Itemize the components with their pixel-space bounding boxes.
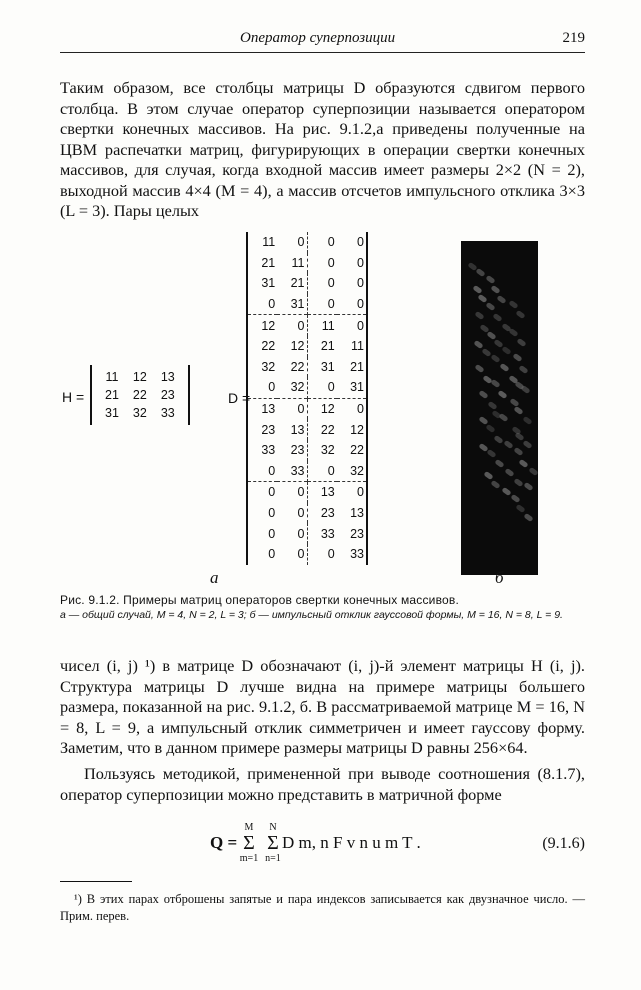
image-speckle (528, 467, 538, 476)
image-speckle (524, 482, 534, 491)
d-matrix-cell: 13 (248, 398, 277, 419)
d-matrix-cell: 0 (268, 297, 276, 312)
d-matrix-row (248, 294, 366, 315)
body-paragraph-3: Пользуясь методикой, примененной при выводе соотношения (8.1.7), оператор суперпозиции можно представить в матричной форме (60, 764, 585, 804)
equation-body: D m, n F v n u m T . (282, 833, 421, 852)
d-matrix-cell: 0 (327, 463, 335, 478)
image-speckle (475, 364, 485, 373)
d-matrix-label: D = (228, 390, 251, 406)
sum-over-n (262, 822, 284, 864)
sigma-symbol: Σ (243, 832, 255, 854)
d-matrix-cell: 0 (327, 297, 335, 312)
d-matrix-cell: 0 (277, 315, 307, 336)
d-matrix-cell: 0 (357, 255, 364, 270)
sum-over-m (238, 822, 260, 864)
d-matrix-row (248, 482, 366, 503)
d-matrix-cell: 0 (327, 255, 335, 270)
d-matrix-cell: 31 (350, 380, 364, 395)
image-speckle (510, 398, 520, 407)
d-matrix-cell: 0 (268, 506, 276, 521)
impulse-response-image (461, 241, 538, 575)
d-matrix-row (248, 232, 366, 253)
page-number: 219 (562, 30, 585, 46)
d-matrix-cell: 12 (350, 422, 364, 437)
sum-m-lower: m=1 (239, 853, 259, 864)
h-matrix-row (98, 368, 182, 386)
d-matrix-row (248, 398, 366, 419)
image-speckle (515, 310, 525, 319)
image-speckle (501, 346, 511, 355)
d-matrix-cell: 33 (261, 443, 276, 458)
image-speckle (497, 390, 507, 399)
image-speckle (486, 275, 496, 284)
d-matrix-cell: 0 (268, 380, 276, 395)
d-matrix-row (248, 440, 366, 461)
image-speckle (518, 365, 528, 374)
image-speckle (524, 513, 534, 522)
d-matrix-cell: 0 (277, 503, 307, 524)
image-speckle (497, 295, 507, 304)
d-matrix-row (248, 253, 366, 274)
image-speckle (483, 471, 493, 480)
running-header (60, 28, 585, 53)
body-paragraph-2: чисел (i, j) ¹) в матрице D обозначают (i, j)-й элемент матрицы H (i, j). Структура матрицы D лучше видна на примере матрицы большего размера, показанной на рис. 9.1.2, б. В рассматриваемой матрице M = 16, N = 8, L = 9, а импульсный отклик симметричен и имеет гауссову форму. Заметим, что в данном примере размеры матрицы D равны 256×64. (60, 656, 585, 757)
d-matrix-cell: 23 (261, 422, 276, 437)
image-speckle (491, 480, 501, 489)
h-matrix-cell: 22 (132, 388, 147, 402)
d-matrix-cell: 21 (277, 273, 307, 294)
image-speckle (485, 302, 495, 311)
footnote: ¹) В этих парах отброшены запятые и пара индексов записывается как двузначное число. — Прим. перев. (60, 892, 585, 923)
d-matrix-cell: 33 (350, 547, 364, 562)
h-matrix-cell: 31 (105, 406, 119, 420)
d-matrix-cell: 0 (337, 482, 366, 503)
d-matrix-row (248, 273, 366, 294)
image-speckle (487, 449, 497, 458)
body-paragraph-1: Таким образом, все столбцы матрицы D образуются сдвигом первого столбца. В этом случае оператор суперпозиции называется оператором свертки конечных массивов. На рис. 9.1.2,а приведены полученные на ЦВМ распечатки матриц, фигурирующих в операции свертки конечных массивов, для случая, когда входной массив имеет размеры 2×2 (N = 2), выходной массив 4×4 (M = 4), а массив отсчетов импульсного отклика 3×3 (L = 3). Пары целых (60, 78, 585, 220)
sum-m-upper: M (244, 822, 254, 833)
image-speckle (475, 268, 485, 277)
image-speckle (499, 362, 509, 371)
equation-number: (9.1.6) (542, 835, 585, 852)
image-speckle (490, 285, 500, 294)
image-speckle (513, 447, 523, 456)
image-speckle (523, 440, 533, 449)
d-matrix-cell: 0 (357, 297, 364, 312)
image-speckle (522, 416, 532, 425)
h-matrix-cell: 21 (105, 388, 119, 402)
image-speckle (491, 379, 501, 388)
footnote-rule (60, 881, 132, 882)
sigma-symbol: Σ (267, 832, 279, 854)
d-matrix-cell: 0 (268, 547, 276, 562)
image-speckle (479, 390, 489, 399)
d-matrix-cell: 13 (307, 482, 337, 503)
d-matrix-row (248, 315, 366, 336)
image-speckle (499, 413, 509, 422)
subfigure-label-b: б (495, 568, 504, 587)
d-matrix-cell: 32 (277, 377, 307, 398)
d-matrix-cell: 0 (327, 547, 335, 562)
d-matrix-cell: 22 (320, 422, 335, 437)
h-matrix-row (98, 404, 182, 422)
image-speckle (474, 311, 484, 320)
d-matrix-row (248, 419, 366, 440)
image-speckle (513, 406, 523, 415)
d-matrix-row (248, 377, 366, 398)
d-matrix-cell: 21 (261, 255, 276, 270)
d-matrix-cell: 0 (327, 235, 335, 250)
figure-9-1-2 (60, 225, 585, 575)
d-matrix-cell: 0 (327, 276, 335, 291)
image-speckle (515, 432, 525, 441)
d-matrix-cell: 32 (350, 463, 364, 478)
h-matrix-cell: 33 (160, 406, 175, 420)
d-matrix-cell: 33 (320, 526, 335, 541)
caption-title: Рис. 9.1.2. Примеры матриц операторов свертки конечных массивов. (60, 593, 460, 607)
image-speckle (473, 340, 483, 349)
d-matrix-row (248, 503, 366, 524)
image-speckle (520, 385, 530, 394)
d-matrix-cell: 32 (261, 359, 276, 374)
image-speckle (508, 300, 518, 309)
d-matrix-cell: 13 (277, 419, 307, 440)
d-matrix-cell: 0 (337, 315, 366, 336)
image-speckle (503, 440, 513, 449)
d-matrix-cell: 0 (248, 482, 277, 503)
h-matrix-row (98, 386, 182, 404)
image-speckle (488, 401, 498, 410)
image-speckle (481, 348, 491, 357)
d-matrix-row (248, 544, 366, 565)
running-title: Оператор суперпозиции (240, 30, 396, 46)
image-speckle (514, 478, 524, 487)
d-matrix-cell: 31 (261, 276, 276, 291)
d-matrix-cell: 12 (248, 315, 277, 336)
d-matrix-cell: 0 (327, 380, 335, 395)
image-speckle (477, 294, 487, 303)
h-matrix-table (98, 368, 182, 422)
image-speckle (493, 339, 503, 348)
h-matrix-cell: 23 (160, 388, 175, 402)
d-matrix-cell: 22 (261, 339, 276, 354)
d-matrix-cell: 13 (350, 506, 364, 521)
d-matrix-cell: 23 (320, 506, 335, 521)
d-matrix-row (248, 336, 366, 357)
equation-9-1-6 (210, 820, 585, 870)
d-matrix-cell: 12 (277, 336, 307, 357)
d-matrix-cell: 22 (350, 443, 364, 458)
image-speckle (508, 328, 518, 337)
h-matrix-cell: 13 (160, 370, 175, 384)
image-speckle (493, 435, 503, 444)
d-matrix-cell: 31 (320, 359, 335, 374)
image-speckle (492, 313, 502, 322)
d-matrix-cell: 0 (277, 398, 307, 419)
d-matrix-cell: 0 (268, 526, 276, 541)
figure-caption (60, 593, 585, 622)
d-matrix-cell: 21 (350, 359, 364, 374)
image-speckle (487, 330, 497, 339)
image-speckle (505, 467, 515, 476)
d-matrix-row (248, 523, 366, 544)
h-matrix-cell: 32 (132, 406, 147, 420)
d-matrix (246, 232, 368, 565)
d-matrix-row (248, 357, 366, 378)
sum-n-upper: N (269, 822, 277, 833)
d-matrix-cell: 32 (320, 443, 335, 458)
h-matrix-label: H = (62, 389, 85, 405)
d-matrix-cell: 31 (277, 294, 307, 315)
d-matrix-cell: 21 (320, 339, 335, 354)
equation-lhs: Q = (210, 833, 238, 852)
d-matrix-cell: 0 (268, 463, 276, 478)
d-matrix-cell: 0 (277, 544, 307, 565)
h-matrix-cell: 12 (132, 370, 147, 384)
d-matrix-cell: 0 (277, 232, 307, 253)
d-matrix-cell: 22 (277, 357, 307, 378)
image-speckle (510, 494, 520, 503)
image-speckle (472, 285, 482, 294)
image-speckle (491, 354, 501, 363)
d-matrix-cell: 33 (277, 461, 307, 482)
image-speckle (495, 459, 505, 468)
image-speckle (501, 487, 511, 496)
d-matrix-cell: 0 (277, 482, 307, 503)
image-speckle (516, 337, 526, 346)
d-matrix-cell: 12 (307, 398, 337, 419)
subfigure-label-a: а (210, 568, 219, 587)
image-speckle (515, 504, 525, 513)
d-matrix-cell: 11 (307, 315, 337, 336)
d-matrix-cell: 11 (277, 253, 307, 274)
d-matrix-row (248, 461, 366, 482)
h-matrix-cell: 11 (105, 370, 119, 384)
image-speckle (512, 353, 522, 362)
d-matrix-cell: 0 (337, 398, 366, 419)
d-matrix-cell: 11 (262, 235, 276, 250)
caption-details: а — общий случай, M = 4, N = 2, L = 3; б — импульсный отклик гауссовой формы, M = 16, N = 8, L = 9. (60, 609, 563, 621)
d-matrix-table (248, 232, 366, 565)
image-speckle (518, 459, 528, 468)
d-matrix-cell: 0 (277, 523, 307, 544)
d-matrix-cell: 23 (277, 440, 307, 461)
d-matrix-cell: 23 (350, 526, 364, 541)
d-matrix-cell: 0 (357, 235, 364, 250)
d-matrix-cell: 11 (351, 339, 364, 354)
d-matrix-cell: 0 (357, 276, 364, 291)
sum-n-lower: n=1 (265, 853, 281, 864)
h-matrix (90, 365, 190, 425)
image-speckle (485, 424, 495, 433)
